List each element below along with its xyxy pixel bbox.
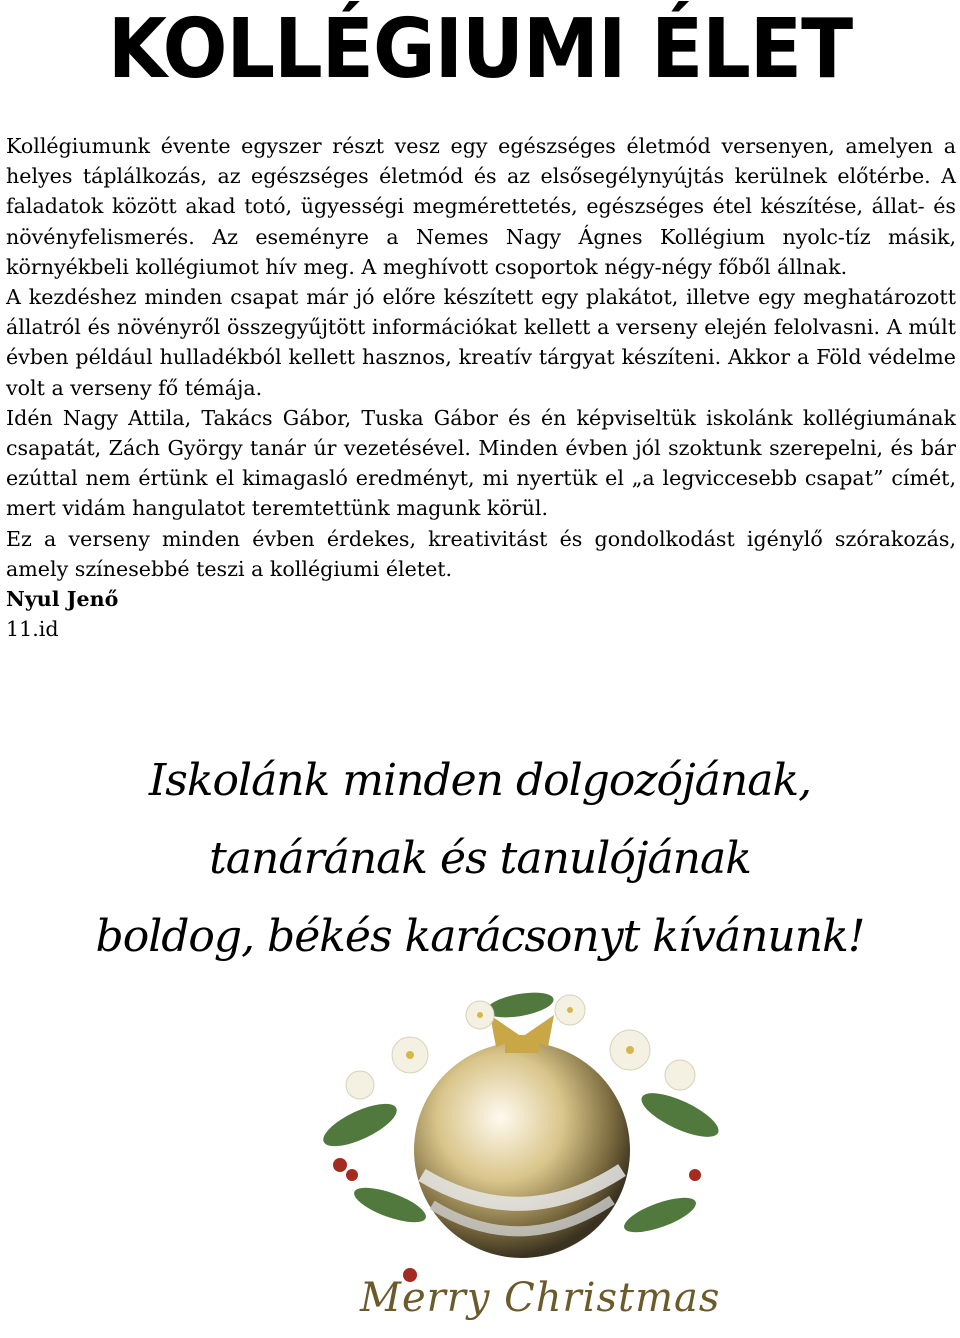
greeting-line: boldog, békés karácsonyt kívánunk! [95,911,865,962]
article-paragraph: Ez a verseny minden évben érdekes, kreativitást és gondolkodást igénylő szórakozás, amely színesebbé teszi a kollégiumi életet. [6,526,956,581]
author-name: Nyul Jenő [6,587,119,612]
article-paragraph: Kollégiumunk évente egyszer részt vesz egy egészséges életmód versenyen, amelyen a helyes táplálkozás, az egészséges életmód és az elsősegélynyújtás kerülnek előtérbe. A faladatok között akad totó, ügyességi megmérettetés, egészséges étel készítése, állat- és növényfelismerés. Az eseményre a Nemes Nagy Ágnes Kollégium nyolc-tíz másik, környékbeli kollégiumot hív meg. A meghívott csoportok négy-négy főből állnak. [6,134,956,279]
greeting-line: Iskolánk minden dolgozójának, [148,755,812,806]
article-paragraph: Idén Nagy Attila, Takács Gábor, Tuska Gábor és én képviseltük iskolánk kollégiumának csapatát, Zách György tanár úr vezetésével. Minden évben jól szoktunk szerepelni, és bár ezúttal nem értünk el kimagasló eredményt, mi nyertük el „a legviccesebb csapat” címét, mert vidám hangulatot teremtettünk magunk körül. [6,405,956,521]
page-title: KOLLÉGIUMI ÉLET [107,2,853,97]
greeting-line: tanárának és tanulójának [209,833,751,884]
author-class: 11.id [6,617,59,642]
holiday-greeting [0,742,960,976]
article-body [6,131,956,644]
merry-christmas-caption: Merry Christmas [360,1275,721,1321]
article-paragraph: A kezdéshez minden csapat már jó előre készített egy plakátot, illetve egy meghatározott állatról és növényről összegyűjtött információkat kellett a verseny elején felolvasni. A múlt évben például hulladékból kellett hasznos, kreatív tárgyat készíteni. Akkor a Föld védelme volt a verseny fő témája. [6,285,956,400]
